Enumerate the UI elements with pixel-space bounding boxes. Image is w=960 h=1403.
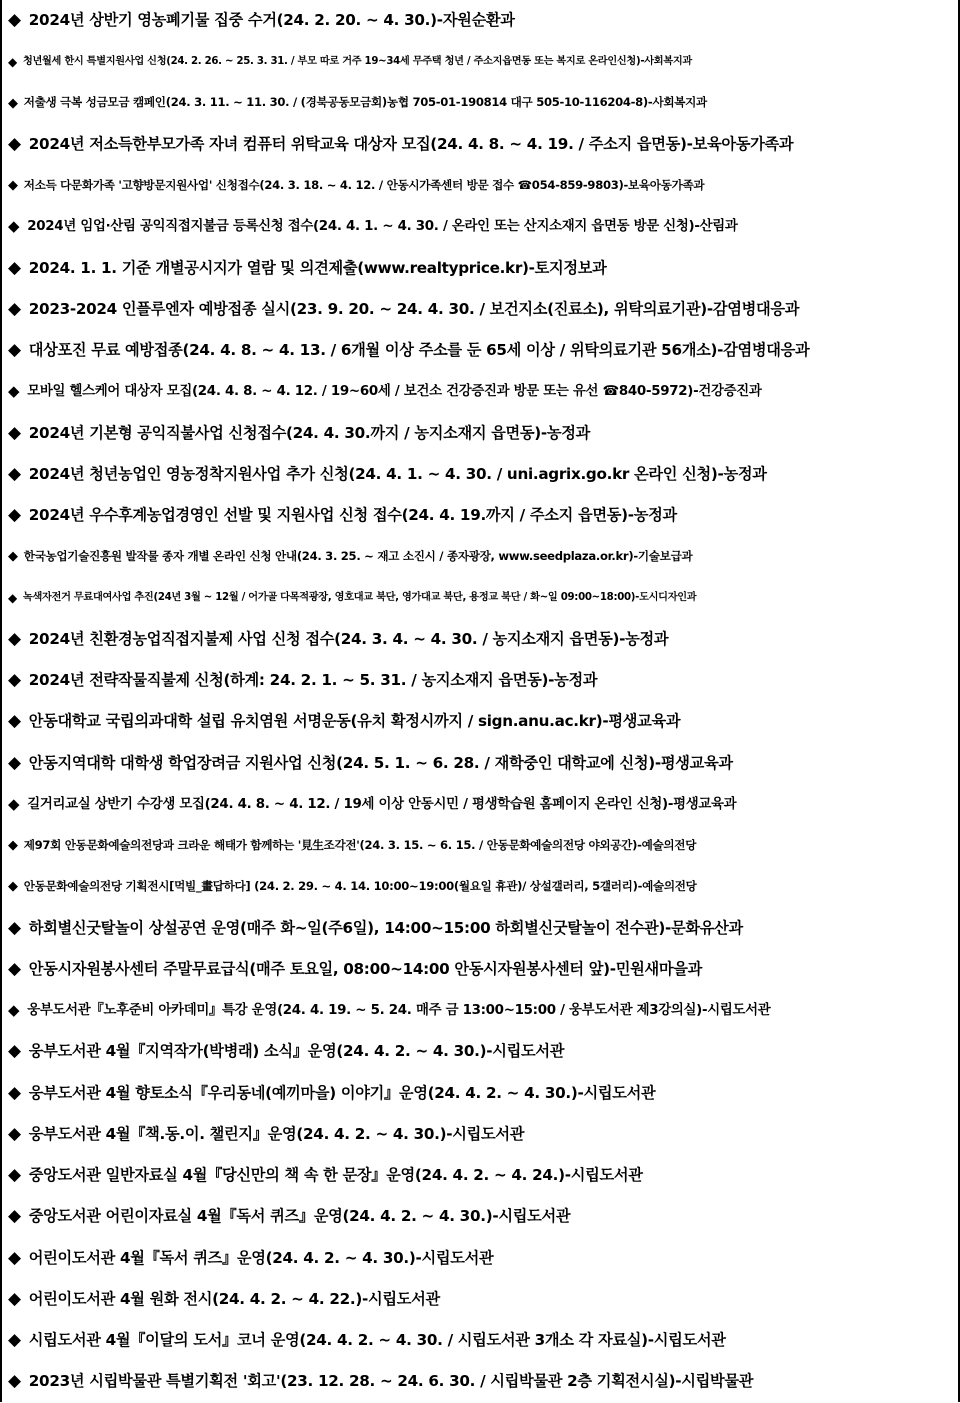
diamond-bullet-icon: ◆: [8, 95, 18, 111]
notice-text: 하회별신굿탈놀이 상설공연 운영(매주 화~일(주6일), 14:00~15:00 하회별신굿탈놀이 전수관)-문화유산과: [28, 918, 743, 937]
diamond-bullet-icon: ◆: [8, 1001, 20, 1020]
notice-item: [2, 289, 958, 330]
notice-text: 2024년 저소득한부모가족 자녀 컴퓨터 위탁교육 대상자 모집(24. 4. 8. ~ 4. 19. / 주소지 읍면동)-보육아동가족과: [28, 134, 794, 153]
notice-item: [2, 1238, 958, 1279]
notice-text: 웅부도서관 4월『지역작가(박병래) 소식』운영(24. 4. 2. ~ 4. 30.)-시립도서관: [28, 1042, 565, 1061]
diamond-bullet-icon: ◆: [8, 1288, 21, 1309]
diamond-bullet-icon: ◆: [8, 382, 20, 401]
diamond-bullet-icon: ◆: [8, 958, 21, 979]
notice-text: 2024년 친환경농업직접지불제 사업 신청 접수(24. 3. 4. ~ 4. 30. / 농지소재지 읍면동)-농정과: [28, 629, 669, 648]
notice-item: [2, 784, 958, 825]
diamond-bullet-icon: ◆: [8, 1123, 21, 1144]
notice-item: [2, 1073, 958, 1114]
diamond-bullet-icon: ◆: [8, 133, 21, 154]
notice-item: [2, 1320, 958, 1361]
diamond-bullet-icon: ◆: [8, 1371, 21, 1392]
notice-item: [2, 1155, 958, 1196]
notice-text: 웅부도서관『노후준비 아카데미』특강 운영(24. 4. 19. ~ 5. 24. 매주 금 13:00~15:00 / 웅부도서관 제3강의실)-시립도서관: [27, 1002, 771, 1018]
notice-item: [2, 908, 958, 949]
notice-text: 길거리교실 상반기 수강생 모집(24. 4. 8. ~ 4. 12. / 19세 이상 안동시민 / 평생학습원 홈페이지 온라인 신청)-평생교육과: [27, 796, 737, 812]
notice-text: 웅부도서관 4월『책.동.이. 챌린지』운영(24. 4. 2. ~ 4. 30.)-시립도서관: [28, 1124, 525, 1143]
notice-text: 안동시자원봉사센터 주말무료급식(매주 토요일, 08:00~14:00 안동시자원봉사센터 앞)-민원새마을과: [28, 959, 702, 978]
notice-item: [2, 413, 958, 454]
notice-text: 2024년 청년농업인 영농정착지원사업 추가 신청(24. 4. 1. ~ 4. 30. / uni.agrix.go.kr 온라인 신청)-농정과: [28, 464, 767, 483]
notice-text: 중앙도서관 일반자료실 4월『당신만의 책 속 한 문장』운영(24. 4. 2. ~ 4. 24.)-시립도서관: [28, 1166, 643, 1185]
notice-item: [2, 536, 958, 577]
diamond-bullet-icon: ◆: [8, 1247, 21, 1268]
notice-item: [2, 206, 958, 247]
diamond-bullet-icon: ◆: [8, 10, 21, 31]
notice-text: 2023-2024 인플루엔자 예방접종 실시(23. 9. 20. ~ 24. 4. 30. / 보건지소(진료소), 위탁의료기관)-감염병대응과: [28, 299, 800, 318]
notice-item: [2, 578, 958, 619]
notice-item: [2, 41, 958, 82]
diamond-bullet-icon: ◆: [8, 838, 18, 854]
notice-text: 녹색자전거 무료대여사업 추진(24년 3월 ~ 12월 / 어가골 다목적광장, 영호대교 북단, 영가대교 북단, 용정교 북단 / 화~일 09:00~18:00)-도시디자인과: [22, 592, 697, 604]
notice-item: [2, 0, 958, 41]
diamond-bullet-icon: ◆: [8, 298, 21, 319]
notice-text: 모바일 헬스케어 대상자 모집(24. 4. 8. ~ 4. 12. / 19~60세 / 보건소 건강증진과 방문 또는 유선 ☎840-5972)-건강증진과: [27, 384, 762, 400]
notice-item: [2, 1031, 958, 1072]
notice-item: [2, 1361, 958, 1402]
notice-item: [2, 371, 958, 412]
diamond-bullet-icon: ◆: [8, 505, 21, 526]
diamond-bullet-icon: ◆: [8, 879, 18, 895]
notice-text: 저소득 다문화가족 '고향방문지원사업' 신청접수(24. 3. 18. ~ 4. 12. / 안동시가족센터 방문 접수 ☎054-859-9803)-보육아동가족과: [23, 177, 705, 192]
notice-text: 저출생 극복 성금모금 캠페인(24. 3. 11. ~ 11. 30. / (경북공동모금회)농협 705-01-190814 대구 505-10-116204-8)-사회복지과: [23, 95, 707, 110]
diamond-bullet-icon: ◆: [8, 752, 21, 773]
notice-item: [2, 866, 958, 907]
diamond-bullet-icon: ◆: [8, 549, 18, 565]
diamond-bullet-icon: ◆: [8, 917, 21, 938]
notice-text: 안동지역대학 대학생 학업장려금 지원사업 신청(24. 5. 1. ~ 6. 28. / 재학중인 대학교에 신청)-평생교육과: [28, 753, 733, 772]
notice-item: [2, 248, 958, 289]
notice-item: [2, 83, 958, 124]
notice-text: 2024년 우수후계농업경영인 선발 및 지원사업 신청 접수(24. 4. 19.까지 / 주소지 읍면동)-농정과: [28, 506, 677, 525]
diamond-bullet-icon: ◆: [8, 1330, 21, 1351]
notice-text: 2024년 전략작물직불제 신청(하계: 24. 2. 1. ~ 5. 31. / 농지소재지 읍면동)-농정과: [28, 671, 598, 690]
notice-item: [2, 1196, 958, 1237]
notice-item: [2, 743, 958, 784]
notice-text: 2023년 시립박물관 특별기획전 '회고'(23. 12. 28. ~ 24. 6. 30. / 시립박물관 2층 기획전시실)-시립박물관: [28, 1372, 754, 1391]
notice-text: 안동대학교 국립의과대학 설립 유치염원 서명운동(유치 확정시까지 / sign.anu.ac.kr)-평생교육과: [28, 712, 681, 731]
notice-text: 한국농업기술진흥원 발작물 종자 개별 온라인 신청 안내(24. 3. 25. ~ 재고 소진시 / 종자광장, www.seedplaza.or.kr)-기술보급과: [23, 549, 693, 564]
notice-item: [2, 660, 958, 701]
diamond-bullet-icon: ◆: [8, 217, 20, 236]
notice-item: [2, 949, 958, 990]
diamond-bullet-icon: ◆: [8, 54, 17, 69]
diamond-bullet-icon: ◆: [8, 463, 21, 484]
diamond-bullet-icon: ◆: [8, 257, 21, 278]
notice-text: 2024년 기본형 공익직불사업 신청접수(24. 4. 30.까지 / 농지소재지 읍면동)-농정과: [28, 423, 591, 442]
notice-item: [2, 124, 958, 165]
notice-text: 청년월세 한시 특별지원사업 신청(24. 2. 26. ~ 25. 3. 31. / 부모 따로 거주 19~34세 무주택 청년 / 주소지읍면동 또는 복지로 온라인신청)-사회복지과: [22, 55, 692, 67]
notice-item: [2, 1114, 958, 1155]
notice-text: 시립도서관 4월『이달의 도서』코너 운영(24. 4. 2. ~ 4. 30. / 시립도서관 3개소 각 자료실)-시립도서관: [28, 1331, 726, 1350]
notice-item: [2, 825, 958, 866]
notice-list: [2, 0, 958, 1403]
diamond-bullet-icon: ◆: [8, 1041, 21, 1062]
diamond-bullet-icon: ◆: [8, 1206, 21, 1227]
notice-text: 제97회 안동문화예술의전당과 크라운 해태가 함께하는 '見生조각전'(24. 3. 15. ~ 6. 15. / 안동문화예술의전당 야외공간)-예술의전당: [23, 837, 697, 852]
notice-text: 어린이도서관 4월『독서 퀴즈』운영(24. 4. 2. ~ 4. 30.)-시립도서관: [28, 1248, 494, 1267]
notice-item: [2, 454, 958, 495]
notice-item: [2, 619, 958, 660]
diamond-bullet-icon: ◆: [8, 178, 18, 194]
diamond-bullet-icon: ◆: [8, 670, 21, 691]
diamond-bullet-icon: ◆: [8, 340, 21, 361]
notice-text: 안동문화예술의전당 기획전시[먹빌_畫답하다] (24. 2. 29. ~ 4. 14. 10:00~19:00(월요일 휴관)/ 상설갤러리, 5갤러리)-예술의전당: [23, 879, 697, 894]
diamond-bullet-icon: ◆: [8, 1165, 21, 1186]
notice-item: [2, 701, 958, 742]
notice-text: 중앙도서관 어린이자료실 4월『독서 퀴즈』운영(24. 4. 2. ~ 4. 30.)-시립도서관: [28, 1207, 571, 1226]
notice-item: [2, 990, 958, 1031]
diamond-bullet-icon: ◆: [8, 711, 21, 732]
notice-text: 웅부도서관 4월 향토소식『우리동네(예끼마을) 이야기』운영(24. 4. 2. ~ 4. 30.)-시립도서관: [28, 1083, 656, 1102]
notice-text: 2024년 상반기 영농폐기물 집중 수거(24. 2. 20. ~ 4. 30.)-자원순환과: [28, 11, 515, 30]
diamond-bullet-icon: ◆: [8, 1082, 21, 1103]
notice-text: 어린이도서관 4월 원화 전시(24. 4. 2. ~ 4. 22.)-시립도서관: [28, 1289, 440, 1308]
notice-item: [2, 1279, 958, 1320]
diamond-bullet-icon: ◆: [8, 422, 21, 443]
notice-item: [2, 330, 958, 371]
diamond-bullet-icon: ◆: [8, 628, 21, 649]
notice-text: 2024년 임업·산림 공익직접지불금 등록신청 접수(24. 4. 1. ~ 4. 30. / 온라인 또는 산지소재지 읍면동 방문 신청)-산림과: [27, 219, 738, 235]
notice-item: [2, 495, 958, 536]
diamond-bullet-icon: ◆: [8, 591, 17, 606]
notice-item: [2, 165, 958, 206]
diamond-bullet-icon: ◆: [8, 794, 20, 813]
notice-text: 2024. 1. 1. 기준 개별공시지가 열람 및 의견제출(www.realtyprice.kr)-토지정보과: [28, 258, 607, 277]
notice-text: 대상포진 무료 예방접종(24. 4. 8. ~ 4. 13. / 6개월 이상 주소를 둔 65세 이상 / 위탁의료기관 56개소)-감염병대응과: [28, 341, 810, 360]
